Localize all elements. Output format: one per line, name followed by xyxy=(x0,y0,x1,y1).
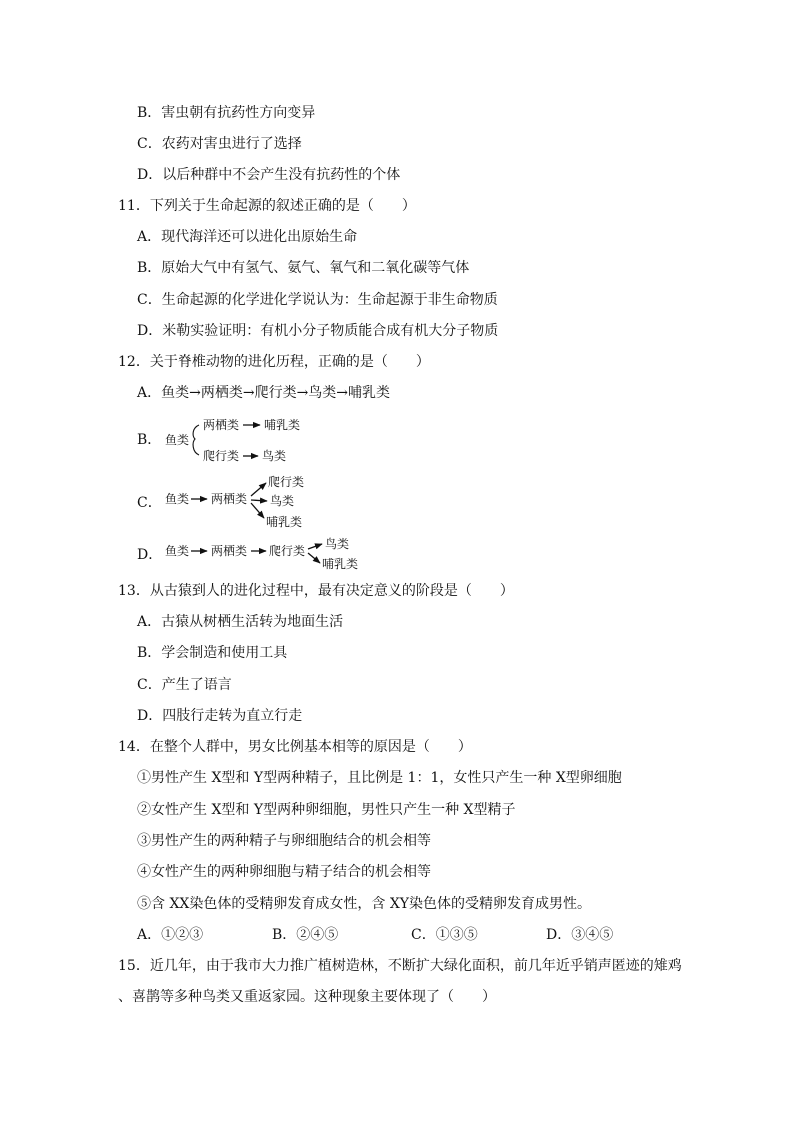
q14-option-a: A．①②③ xyxy=(137,927,204,943)
q14-option-b: B．②④⑤ xyxy=(272,927,339,943)
q12-option-d-letter: D． xyxy=(137,547,163,563)
q14-statement-4: ④女性产生的两种卵细胞与精子结合的机会相等 xyxy=(137,864,431,880)
diagram-c-mammal: 哺乳类 xyxy=(266,515,303,529)
q14-statement-3: ③男性产生的两种精子与卵细胞结合的机会相等 xyxy=(137,833,431,849)
q14-option-d: D．③④⑤ xyxy=(546,927,614,943)
diagram-d-fish: 鱼类 xyxy=(165,544,190,558)
q12-option-a: A．鱼类→两栖类→爬行类→鸟类→哺乳类 xyxy=(137,385,391,401)
q12-stem: 12．关于脊椎动物的进化历程，正确的是（ ） xyxy=(118,354,430,370)
q15-stem-line-1: 15．近几年，由于我市大力推广植树造林，不断扩大绿化面积，前几年近乎销声匿迹的雉鸡 xyxy=(118,958,682,974)
q13-option-d: D．四肢行走转为直立行走 xyxy=(137,708,303,724)
diagram-c-arrow-reptile xyxy=(251,483,266,496)
diagram-b-amphibian: 两栖类 xyxy=(203,418,240,432)
q11-option-c: C．生命起源的化学进化学说认为：生命起源于非生命物质 xyxy=(137,292,498,308)
q13-option-c: C．产生了语言 xyxy=(137,677,232,693)
diagram-b-fish: 鱼类 xyxy=(165,433,190,447)
q14-statement-5: ⑤含 XX染色体的受精卵发育成女性，含 XY染色体的受精卵发育成男性。 xyxy=(137,896,592,912)
diagram-b-mammal: 哺乳类 xyxy=(264,418,301,432)
diagram-d-bird: 鸟类 xyxy=(325,537,350,551)
q13-option-a: A．古猿从树栖生活转为地面生活 xyxy=(137,614,344,630)
q13-option-b: B．学会制造和使用工具 xyxy=(137,645,288,661)
q14-statement-1: ①男性产生 X型和 Y型两种精子，且比例是 1：1，女性只产生一种 X型卵细胞 xyxy=(137,770,622,786)
diagram-d-mammal: 哺乳类 xyxy=(322,557,359,571)
diagram-c-arrow-mammal xyxy=(251,503,264,518)
diagram-d-reptile: 爬行类 xyxy=(269,544,306,558)
diagram-c-reptile: 爬行类 xyxy=(268,475,305,489)
q12-option-c-letter: C． xyxy=(137,495,162,511)
diagram-c-arrow-bird xyxy=(251,500,267,501)
diagram-c-bird: 鸟类 xyxy=(270,494,295,508)
diagram-b-bird: 鸟类 xyxy=(262,449,287,463)
q11-option-d: D．米勒实验证明：有机小分子物质能合成有机大分子物质 xyxy=(137,323,499,339)
diagram-d-arrow-bird xyxy=(308,544,322,549)
q14-statement-2: ②女性产生 X型和 Y型两种卵细胞，男性只产生一种 X型精子 xyxy=(137,802,516,818)
q10-option-c: C．农药对害虫进行了选择 xyxy=(137,136,302,152)
q14-option-c: C．①③⑤ xyxy=(411,927,478,943)
q13-stem: 13．从古猿到人的进化过程中，最有决定意义的阶段是（ ） xyxy=(118,583,514,599)
q11-option-a: A．现代海洋还可以进化出原始生命 xyxy=(137,229,358,245)
q15-stem-line-2: 、喜鹊等多种鸟类又重返家园。这种现象主要体现了（ ） xyxy=(118,989,496,1005)
diagram-b-brace xyxy=(193,425,199,455)
diagram-d-arrow-mammal xyxy=(308,553,320,563)
diagram-b-reptile: 爬行类 xyxy=(203,449,240,463)
diagram-c-fish: 鱼类 xyxy=(165,492,190,506)
q10-option-d: D．以后种群中不会产生没有抗药性的个体 xyxy=(137,167,401,183)
q11-option-b: B．原始大气中有氢气、氨气、氧气和二氧化碳等气体 xyxy=(137,260,470,276)
diagram-c-amphibian: 两栖类 xyxy=(211,492,248,506)
q10-option-b: B．害虫朝有抗药性方向变异 xyxy=(137,105,316,121)
q11-stem: 11．下列关于生命起源的叙述正确的是（ ） xyxy=(118,198,416,214)
q14-stem: 14．在整个人群中，男女比例基本相等的原因是（ ） xyxy=(118,739,472,755)
q12-option-b-letter: B． xyxy=(137,432,162,448)
diagram-d-amphibian: 两栖类 xyxy=(211,544,248,558)
